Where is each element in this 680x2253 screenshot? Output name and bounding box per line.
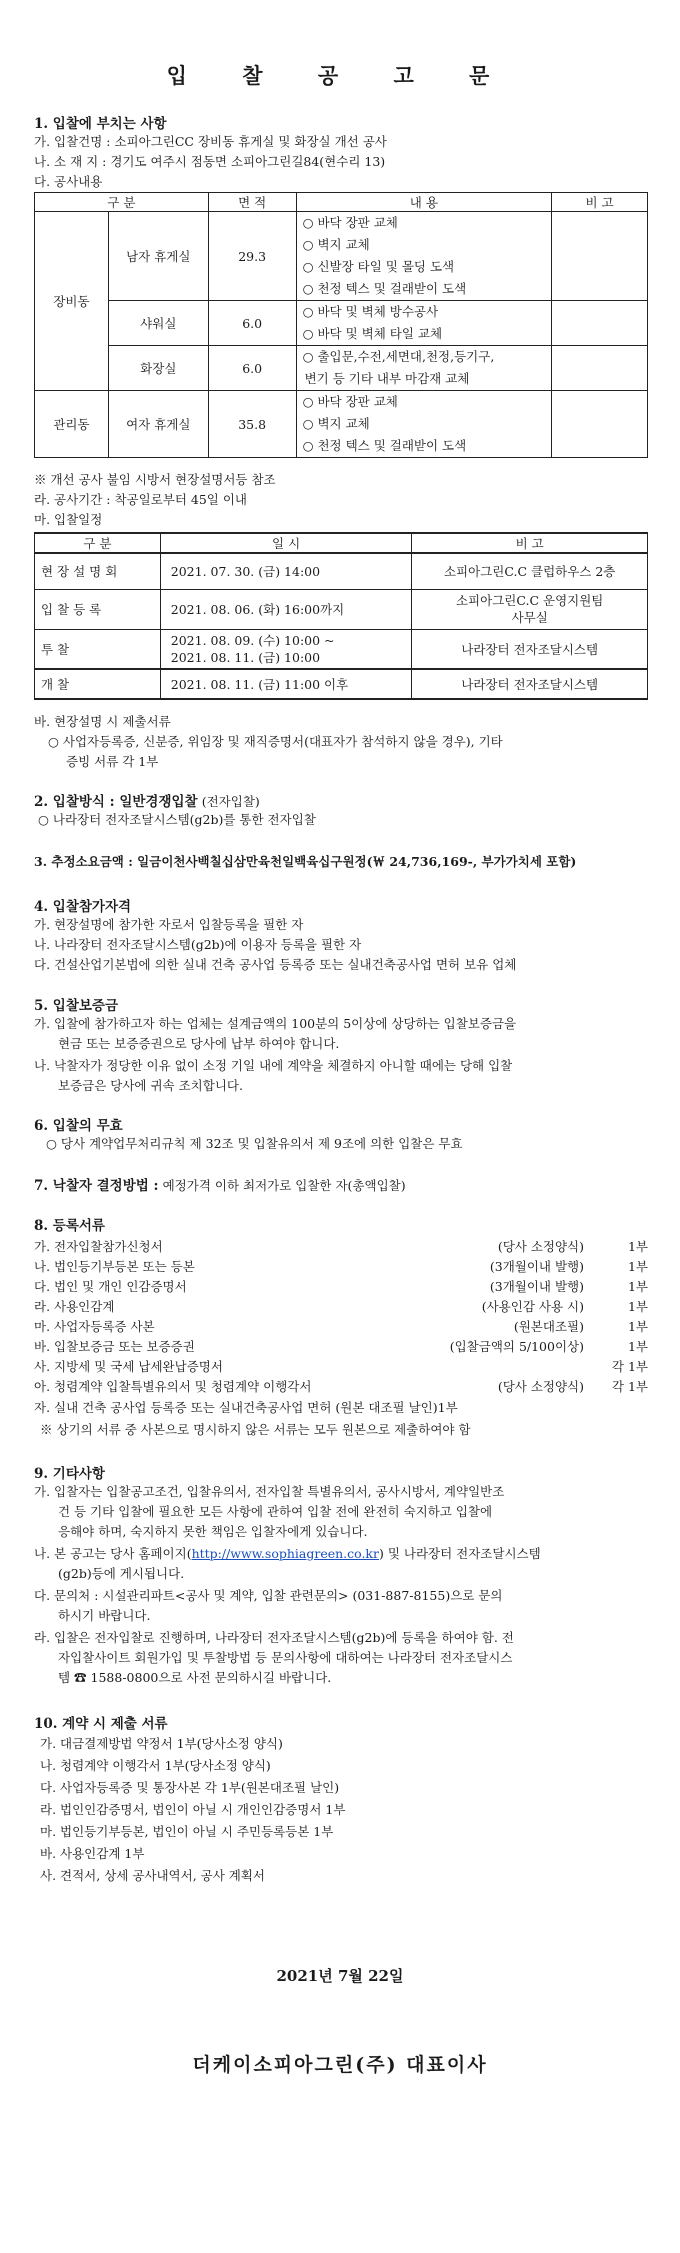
misc-na-post: ) 및 나라장터 전자조달시스템 xyxy=(378,1546,541,1561)
homepage-link[interactable]: http://www.sophiagreen.co.kr xyxy=(191,1546,379,1561)
doc-qty: 1부 xyxy=(627,1319,648,1334)
schedule-row xyxy=(35,553,648,589)
schedule-when: 2021. 07. 30. (금) 14:00 xyxy=(160,553,412,589)
list-item xyxy=(34,1296,648,1316)
schedule-label: 마. 입찰일정 xyxy=(34,512,103,527)
content-line: ○ 바닥 장판 교체 xyxy=(302,394,398,409)
table-note: ※ 개선 공사 불임 시방서 현장설명서등 참조 xyxy=(34,472,276,487)
content-line: ○ 바닥 및 벽체 방수공사 xyxy=(302,304,439,319)
schedule-row xyxy=(35,669,648,699)
room-content xyxy=(296,391,552,458)
schedule-when xyxy=(160,629,412,669)
misc-ga-cont: 건 등 기타 입찰에 필요한 모든 사항에 관하여 입찰 전에 완전히 숙지하고 입찰에 xyxy=(58,1504,493,1519)
schedule-table xyxy=(34,532,648,700)
content-line: ○ 바닥 및 벽체 타일 교체 xyxy=(302,326,443,341)
doc-cond xyxy=(394,1356,584,1376)
registration-docs-list xyxy=(34,1236,648,1396)
doc-cond: (당사 소정양식) xyxy=(497,1239,584,1254)
schedule-note: 소피아그린C.C 클럽하우스 2층 xyxy=(412,553,648,589)
room-remarks xyxy=(552,212,648,301)
doc-cond: (3개월이내 발행) xyxy=(489,1279,584,1294)
content-line: ○ 벽지 교체 xyxy=(302,416,370,431)
doc-name: 마. 사업자등록증 사본 xyxy=(34,1319,155,1334)
doc-name: 사. 지방세 및 국세 납세완납증명서 xyxy=(34,1359,223,1374)
schedule-row xyxy=(35,589,648,629)
content-line: ○ 바닥 장판 교체 xyxy=(302,215,398,230)
work-content-table xyxy=(34,192,648,458)
contract-doc: 마. 법인등기부등본, 법인이 아닐 시 주민등록등본 1부 xyxy=(40,1824,334,1839)
contract-doc: 가. 대금결제방법 약정서 1부(당사소정 양식) xyxy=(40,1736,283,1751)
schedule-header-row xyxy=(35,533,648,553)
header-area: 면 적 xyxy=(208,193,296,212)
content-line: 변기 등 기타 내부 마감재 교체 xyxy=(304,371,470,386)
doc-name: 나. 법인등기부등본 또는 등본 xyxy=(34,1259,195,1274)
section-3-heading: 3. 추정소요금액 : 일금이천사백칠십삼만육천일백육십구원정(￦ 24,736,169-, 부가가치세 포함) xyxy=(34,854,577,869)
doc-cond: (당사 소정양식) xyxy=(497,1379,584,1394)
list-item xyxy=(34,1356,648,1376)
work-content-label: 다. 공사내용 xyxy=(34,174,103,189)
doc-name: 바. 입찰보증금 또는 보증증권 xyxy=(34,1339,195,1354)
room-area: 6.0 xyxy=(208,301,296,346)
doc-cond: (사용인감 사용 시) xyxy=(481,1299,584,1314)
schedule-note: 나라장터 전자조달시스템 xyxy=(412,669,648,699)
header-division: 구 분 xyxy=(35,533,161,553)
schedule-label: 입 찰 등 록 xyxy=(35,589,161,629)
bidding-method: ○ 나라장터 전자조달시스템(g2b)를 통한 전자입찰 xyxy=(38,812,316,827)
site-briefing-docs-cont: 증빙 서류 각 1부 xyxy=(66,754,159,769)
room-name: 샤워실 xyxy=(108,301,208,346)
header-remarks: 비 고 xyxy=(412,533,648,553)
deposit-rule-cont: 현금 또는 보증증권으로 당사에 납부 하여야 합니다. xyxy=(58,1036,340,1051)
content-line: ○ 벽지 교체 xyxy=(302,237,370,252)
schedule-label: 현 장 설 명 회 xyxy=(35,553,161,589)
misc-ra-cont: 템 ☎ 1588-0800으로 사전 문의하시길 바랍니다. xyxy=(58,1670,332,1685)
misc-ra: 라. 입찰은 전자입찰로 진행하며, 나라장터 전자조달시스템(g2b)에 등록을 하여야 함. 전 xyxy=(34,1630,514,1645)
list-item xyxy=(34,1316,648,1336)
invalid-bid: ○ 당사 계약업무처리규칙 제 32조 및 입찰유의서 제 9조에 의한 입찰은 무효 xyxy=(46,1136,463,1151)
note-line: 사무실 xyxy=(511,610,548,625)
doc-cond: (입찰금액의 5/100이상) xyxy=(449,1339,584,1354)
room-area: 29.3 xyxy=(208,212,296,301)
table-row xyxy=(35,212,648,301)
doc-cond: (원본대조필) xyxy=(513,1319,584,1334)
content-line: ○ 천정 텍스 및 걸래받이 도색 xyxy=(302,438,467,453)
doc-name: 아. 청렴계약 입찰특별유의서 및 청렴계약 이행각서 xyxy=(34,1379,312,1394)
header-division: 구 분 xyxy=(35,193,209,212)
doc-name: 가. 전자입찰참가신청서 xyxy=(34,1239,163,1254)
bid-title: 가. 입찰건명 : 소피아그린CC 장비동 휴게실 및 화장실 개선 공사 xyxy=(34,134,387,149)
misc-da-cont: 하시기 바랍니다. xyxy=(58,1608,151,1623)
section-2-heading: 2. 입찰방식 : 일반경쟁입찰 xyxy=(34,794,198,810)
list-item xyxy=(34,1256,648,1276)
misc-ga: 가. 입찰자는 입찰공고조건, 입찰유의서, 전자입찰 특별유의서, 공사시방서, 계약일반조 xyxy=(34,1484,505,1499)
deposit-forfeit-cont: 보증금은 당사에 귀속 조치합니다. xyxy=(58,1078,243,1093)
room-remarks xyxy=(552,391,648,458)
list-item xyxy=(34,1336,648,1356)
content-line: ○ 천정 텍스 및 걸래받이 도색 xyxy=(302,281,467,296)
header-content: 내 용 xyxy=(296,193,552,212)
room-content xyxy=(296,212,552,301)
room-name: 남자 휴게실 xyxy=(108,212,208,301)
header-remarks: 비 고 xyxy=(552,193,648,212)
room-remarks xyxy=(552,301,648,346)
construction-period: 라. 공사기간 : 착공일로부터 45일 이내 xyxy=(34,492,248,507)
section-4-heading: 4. 입찰참가자격 xyxy=(34,899,132,915)
misc-na-cont: (g2b)등에 게시됩니다. xyxy=(58,1566,185,1581)
section-7-heading: 7. 낙찰자 결정방법 : xyxy=(34,1178,159,1194)
header-datetime: 일 시 xyxy=(160,533,412,553)
when-line: 2021. 08. 09. (수) 10:00 ~ xyxy=(170,632,335,648)
room-name: 여자 휴게실 xyxy=(108,391,208,458)
content-line: ○ 신발장 타일 및 몰딩 도색 xyxy=(302,259,455,274)
section-7 xyxy=(34,1174,406,1194)
misc-ga-cont: 응해야 하며, 숙지하지 못한 책임은 입찰자에게 있습니다. xyxy=(58,1524,368,1539)
schedule-when: 2021. 08. 06. (화) 16:00까지 xyxy=(160,589,412,629)
list-item xyxy=(34,1276,648,1296)
group-management: 관리동 xyxy=(35,391,109,458)
doc-qty: 1부 xyxy=(627,1299,648,1314)
doc-cond: (3개월이내 발행) xyxy=(489,1259,584,1274)
deposit-rule: 가. 입찰에 참가하고자 하는 업체는 설계금액의 100분의 5이상에 상당하는 입찰보증금을 xyxy=(34,1016,517,1031)
doc-qty: 1부 xyxy=(627,1339,648,1354)
deposit-forfeit: 나. 낙찰자가 정당한 이유 없이 소정 기일 내에 계약을 체결하지 아니할 때에는 당해 입찰 xyxy=(34,1058,513,1073)
schedule-row xyxy=(35,629,648,669)
page-title: 입 찰 공 고 문 xyxy=(166,63,514,88)
section-1-heading: 1. 입찰에 부치는 사항 xyxy=(34,116,167,132)
docs-note: ※ 상기의 서류 중 사본으로 명시하지 않은 서류는 모두 원본으로 제출하여야 함 xyxy=(40,1422,471,1437)
doc-qty: 1부 xyxy=(627,1259,648,1274)
qualification: 다. 건설산업기본법에 의한 실내 건축 공사업 등록증 또는 실내건축공사업 면허 보유 업체 xyxy=(34,957,517,972)
contract-doc: 나. 청렴계약 이행각서 1부(당사소정 양식) xyxy=(40,1758,271,1773)
section-7-tail: 예정가격 이하 최저가로 입찰한 자(총액입찰) xyxy=(162,1178,406,1193)
section-9-heading: 9. 기타사항 xyxy=(34,1466,105,1482)
doc-name: 라. 사용인감계 xyxy=(34,1299,115,1314)
room-area: 35.8 xyxy=(208,391,296,458)
schedule-note xyxy=(412,589,648,629)
signature: 더케이소피아그린(주) 대표이사 xyxy=(192,2054,488,2076)
location: 나. 소 재 지 : 경기도 여주시 점동면 소피아그린길84(현수리 13) xyxy=(34,154,386,169)
table-row xyxy=(35,346,648,391)
section-5-heading: 5. 입찰보증금 xyxy=(34,998,118,1014)
section-10-heading: 10. 계약 시 제출 서류 xyxy=(34,1716,168,1732)
schedule-label: 투 찰 xyxy=(35,629,161,669)
schedule-when: 2021. 08. 11. (금) 11:00 이후 xyxy=(160,669,412,699)
schedule-label: 개 찰 xyxy=(35,669,161,699)
note-line: 소피아그린C.C 운영지원팀 xyxy=(455,593,604,608)
site-briefing-docs: ○ 사업자등록증, 신분증, 위임장 및 재직증명서(대표자가 참석하지 않을 경우), 기타 xyxy=(48,734,503,749)
list-item xyxy=(34,1376,648,1396)
room-content xyxy=(296,301,552,346)
site-briefing-docs-label: 바. 현장설명 시 제출서류 xyxy=(34,714,171,729)
doc-name: 다. 법인 및 개인 인감증명서 xyxy=(34,1279,187,1294)
misc-da: 다. 문의처 : 시설관리파트<공사 및 계약, 입찰 관련문의> (031-887-8155)으로 문의 xyxy=(34,1588,503,1603)
misc-ra-cont: 자입찰사이트 회원가입 및 투찰방법 등 문의사항에 대하여는 나라장터 전자조달시스 xyxy=(58,1650,513,1665)
section-8-heading: 8. 등록서류 xyxy=(34,1218,105,1234)
contract-doc: 다. 사업자등록증 및 통장사본 각 1부(원본대조필 날인) xyxy=(40,1780,340,1795)
content-line: ○ 출입문,수전,세면대,천정,등기구, xyxy=(302,349,495,364)
section-2 xyxy=(34,790,260,810)
group-equipment: 장비동 xyxy=(35,212,109,391)
contract-doc: 바. 사용인감계 1부 xyxy=(40,1846,145,1861)
room-content xyxy=(296,346,552,391)
section-6-heading: 6. 입찰의 무효 xyxy=(34,1118,123,1134)
doc-qty: 1부 xyxy=(627,1239,648,1254)
schedule-note: 나라장터 전자조달시스템 xyxy=(412,629,648,669)
contract-doc: 라. 법인인감증명서, 법인이 아닐 시 개인인감증명서 1부 xyxy=(40,1802,346,1817)
qualification: 나. 나라장터 전자조달시스템(g2b)에 이용자 등록을 필한 자 xyxy=(34,937,362,952)
section-2-heading-tail: (전자입찰) xyxy=(201,794,260,809)
table-header-row xyxy=(35,193,648,212)
doc-qty: 1부 xyxy=(627,1279,648,1294)
doc-qty: 각 1부 xyxy=(611,1379,648,1394)
list-item xyxy=(34,1236,648,1256)
misc-na xyxy=(34,1544,541,1562)
misc-na-pre: 나. 본 공고는 당사 홈페이지( xyxy=(34,1546,192,1561)
doc-qty: 각 1부 xyxy=(611,1359,648,1374)
table-row xyxy=(35,391,648,458)
when-line: 2021. 08. 11. (금) 10:00 xyxy=(170,649,321,665)
contract-doc: 사. 견적서, 상세 공사내역서, 공사 계획서 xyxy=(40,1868,265,1883)
notice-date: 2021년 7월 22일 xyxy=(276,1967,404,1985)
room-name: 화장실 xyxy=(108,346,208,391)
room-area: 6.0 xyxy=(208,346,296,391)
qualification: 가. 현장설명에 참가한 자로서 입찰등록을 필한 자 xyxy=(34,917,304,932)
room-remarks xyxy=(552,346,648,391)
doc-license: 자. 실내 건축 공사업 등록증 또는 실내건축공사업 면허 (원본 대조필 날인)1부 xyxy=(34,1400,458,1415)
table-row xyxy=(35,301,648,346)
